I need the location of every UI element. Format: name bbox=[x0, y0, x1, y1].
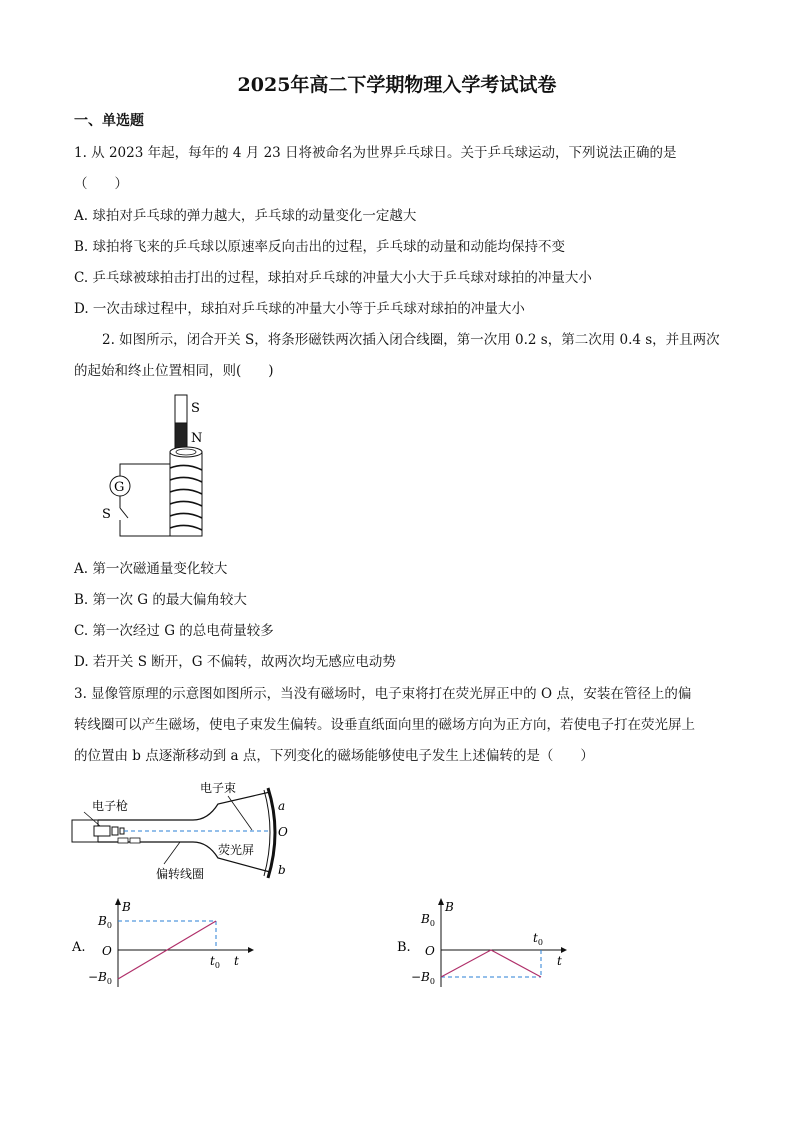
graph-b-origin-label: O bbox=[425, 944, 435, 958]
q1-option-a: A. 球拍对乒乓球的弹力越大，乒乓球的动量变化一定越大 bbox=[74, 208, 417, 224]
point-o-label: O bbox=[278, 825, 288, 839]
screen-label: 荧光屏 bbox=[218, 843, 255, 857]
graph-b-b-label: B bbox=[445, 900, 454, 914]
switch-label: S bbox=[102, 507, 111, 522]
graph-a-option-label: A. bbox=[72, 940, 86, 955]
coil-body bbox=[170, 452, 202, 536]
q1-stem: 1. 从 2023 年起，每年的 4 月 23 日将被命名为世界乒乓球日。关于乒乓球运动，下列说法正确的是 bbox=[74, 145, 677, 161]
q3-graph-a bbox=[70, 895, 260, 995]
section-heading: 一、单选题 bbox=[74, 113, 144, 129]
graph-a-neg-b0-label: $-B_0$ bbox=[88, 970, 112, 986]
q1-option-b: B. 球拍将飞来的乒乓球以原速率反向击出的过程，乒乓球的动量和动能均保持不变 bbox=[74, 239, 566, 255]
deflection-coil-icon bbox=[118, 838, 128, 843]
graph-b-t-label: t bbox=[557, 954, 562, 968]
graph-b-field-line bbox=[441, 950, 541, 977]
graph-a-b-label: B bbox=[122, 900, 131, 914]
q3-stem-line2: 转线圈可以产生磁场，使电子束发生偏转。设垂直纸面向里的磁场方向为正方向，若使电子打在荧光屏上 bbox=[74, 717, 695, 733]
magnet-s-label: S bbox=[191, 401, 200, 416]
q1-option-d: D. 一次击球过程中，球拍对乒乓球的冲量大小等于乒乓球对球拍的冲量大小 bbox=[74, 301, 525, 317]
q3-graph-b bbox=[395, 895, 585, 995]
electron-beam-label: 电子束 bbox=[200, 781, 237, 795]
magnet-n-pole bbox=[175, 423, 187, 448]
graph-a-origin-label: O bbox=[102, 944, 112, 958]
wire-top bbox=[120, 464, 170, 476]
q3-stem-line3: 的位置由 b 点逐渐移动到 a 点，下列变化的磁场能够使电子发生上述偏转的是（ ） bbox=[74, 748, 594, 764]
q2-magnet-coil-figure bbox=[100, 390, 240, 540]
wire-bottom bbox=[120, 520, 170, 536]
electron-gun-icon bbox=[94, 826, 110, 836]
graph-a-b0-label: $B_0$ bbox=[98, 914, 112, 930]
graph-a-t-label: t bbox=[234, 954, 239, 968]
graph-a-t0-label: $t_0$ bbox=[210, 954, 220, 970]
q2-stem-line1: 2. 如图所示，闭合开关 S，将条形磁铁两次插入闭合线圈，第一次用 0.2 s，第二次用 0.4 s，并且两次 bbox=[102, 332, 720, 348]
q2-option-d: D. 若开关 S 断开，G 不偏转，故两次均无感应电动势 bbox=[74, 654, 396, 670]
magnet-n-label: N bbox=[191, 431, 203, 446]
point-b-label: b bbox=[278, 863, 286, 877]
q2-option-a: A. 第一次磁通量变化较大 bbox=[74, 561, 228, 577]
q1-answer-paren: （ ） bbox=[74, 176, 128, 192]
q2-option-b: B. 第一次 G 的最大偏角较大 bbox=[74, 592, 247, 608]
electron-gun-label: 电子枪 bbox=[92, 799, 129, 813]
q1-option-c: C. 乒乓球被球拍击打出的过程，球拍对乒乓球的冲量大小大于乒乓球对球拍的冲量大小 bbox=[74, 270, 592, 286]
q3-stem-line1: 3. 显像管原理的示意图如图所示，当没有磁场时，电子束将打在荧光屏正中的 O 点，安装在管径上的偏 bbox=[74, 686, 692, 702]
deflection-coil-label: 偏转线圈 bbox=[156, 867, 205, 881]
point-a-label: a bbox=[278, 799, 286, 813]
q3-crt-figure bbox=[68, 774, 308, 886]
graph-b-neg-b0-label: $-B_0$ bbox=[411, 970, 435, 986]
galvanometer-label: G bbox=[114, 480, 125, 495]
graph-b-option-label: B. bbox=[397, 940, 411, 955]
switch-lever bbox=[120, 508, 128, 518]
graph-b-t0-label: $t_0$ bbox=[533, 931, 543, 947]
q2-stem-line2: 的起始和终止位置相同，则( ) bbox=[74, 363, 274, 379]
q2-option-c: C. 第一次经过 G 的总电荷量较多 bbox=[74, 623, 274, 639]
graph-b-b0-label: $B_0$ bbox=[421, 912, 435, 928]
fluorescent-screen bbox=[268, 788, 275, 878]
magnet-s-pole bbox=[175, 395, 187, 423]
page-title: 2025年高二下学期物理入学考试试卷 bbox=[237, 74, 557, 96]
